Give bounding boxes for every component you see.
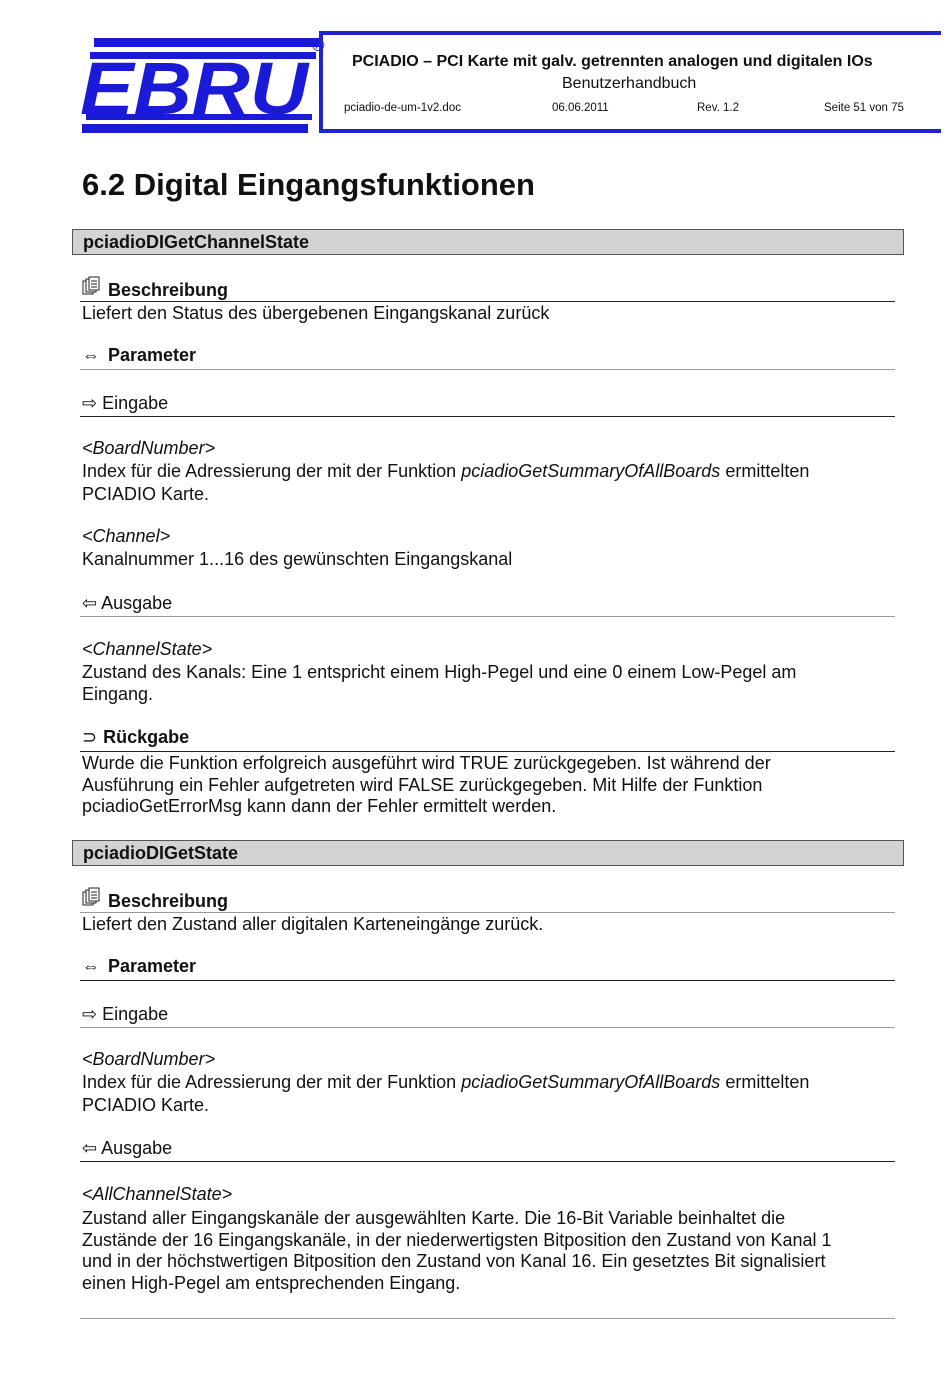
header-subtitle: Benutzerhandbuch (562, 75, 697, 92)
document-stack-icon (82, 276, 100, 301)
ebru-logo (80, 36, 328, 136)
beschreibung-heading (82, 887, 228, 912)
footer-divider (80, 1318, 895, 1319)
doc-name: pciadio-de-um-1v2.doc (344, 102, 461, 114)
document-stack-icon (82, 887, 100, 912)
rueckgabe-label: Rückgabe (103, 727, 190, 747)
rueckgabe-line: Wurde die Funktion erfolgreich ausgeführt wird TRUE zurückgegeben. Ist während der (82, 753, 771, 773)
rueckgabe-heading (82, 727, 189, 748)
beschreibung-label: Beschreibung (108, 891, 229, 911)
parameter-heading (82, 345, 196, 366)
parameter-label: Parameter (108, 345, 197, 365)
parameter-heading (82, 956, 196, 977)
eingabe-heading (82, 1004, 168, 1025)
beschreibung-text: Liefert den Status des übergebenen Eingangskanal zurück (82, 303, 550, 323)
beschreibung-text: Liefert den Zustand aller digitalen Karteneingänge zurück. (82, 914, 544, 934)
param-description-line: und in der höchstwertigen Bitposition den Zustand von Kanal 16. Ein gesetztes Bit signalisiert (82, 1251, 826, 1271)
param-description-line: Zustand aller Eingangskanäle der ausgewählten Karte. Die 16-Bit Variable beinhaltet die (82, 1208, 786, 1228)
double-arrow-icon: ⇔ (82, 345, 100, 365)
divider (80, 616, 895, 617)
param-name: <BoardNumber> (82, 1049, 216, 1069)
arrow-right-icon: ⇨ (82, 1004, 98, 1024)
ausgabe-label: Ausgabe (101, 1138, 173, 1158)
param-description-line2: PCIADIO Karte. (82, 484, 210, 504)
param-description-line: einen High-Pegel am entsprechenden Eingang. (82, 1273, 461, 1293)
arrow-right-icon: ⇨ (82, 393, 98, 413)
param-name: <BoardNumber> (82, 438, 216, 458)
beschreibung-label: Beschreibung (108, 280, 229, 300)
param-description-line: Zustände der 16 Eingangskanäle, in der niederwertigsten Bitposition den Zustand von Kanal 1 (82, 1230, 832, 1250)
ausgabe-heading (82, 593, 172, 614)
divider (80, 369, 895, 370)
divider (80, 1027, 895, 1028)
param-description-line2: Eingang. (82, 684, 154, 704)
divider (80, 1161, 895, 1162)
page-number: Seite 51 von 75 (824, 102, 904, 114)
double-arrow-icon: ⇔ (82, 956, 100, 976)
param-description: Index für die Adressierung der mit der Funktion pciadioGetSummaryOfAllBoards ermittelten (82, 1072, 810, 1092)
ausgabe-label: Ausgabe (101, 593, 173, 613)
eingabe-label: Eingabe (102, 1004, 169, 1024)
param-name: <Channel> (82, 526, 171, 546)
rueckgabe-line: pciadioGetErrorMsg kann dann der Fehler ermittelt werden. (82, 796, 557, 816)
arrow-left-icon: ⇦ (82, 1138, 98, 1158)
eingabe-heading (82, 393, 168, 414)
function-title-bar: pciadioDIGetState (72, 840, 904, 866)
rueckgabe-line: Ausführung ein Fehler aufgetreten wird FALSE zurückgegeben. Mit Hilfe der Funktion (82, 775, 763, 795)
section-title: 6.2 Digital Eingangsfunktionen (82, 167, 535, 202)
doc-revision: Rev. 1.2 (697, 102, 739, 114)
arrow-left-icon: ⇦ (82, 593, 98, 613)
eingabe-label: Eingabe (102, 393, 169, 413)
header-title: PCIADIO – PCI Karte mit galv. getrennten analogen und digitalen IOs (352, 53, 873, 70)
param-description: Zustand des Kanals: Eine 1 entspricht einem High-Pegel und eine 0 einem Low-Pegel am (82, 662, 797, 682)
param-description: Kanalnummer 1...16 des gewünschten Eingangskanal (82, 549, 513, 569)
return-arrow-icon: ⊃ (82, 727, 98, 747)
function-title-bar: pciadioDIGetChannelState (72, 229, 904, 255)
param-name: <ChannelState> (82, 639, 213, 659)
beschreibung-heading (82, 276, 228, 301)
param-description: Index für die Adressierung der mit der Funktion pciadioGetSummaryOfAllBoards ermittelten (82, 461, 810, 481)
parameter-label: Parameter (108, 956, 197, 976)
param-description-line2: PCIADIO Karte. (82, 1095, 210, 1115)
doc-date: 06.06.2011 (552, 102, 609, 114)
logo-text: EBRU (80, 47, 310, 130)
param-name: <AllChannelState> (82, 1184, 233, 1204)
registered-mark: ® (312, 36, 325, 55)
ausgabe-heading (82, 1138, 172, 1159)
divider (80, 980, 895, 981)
divider (80, 416, 895, 417)
